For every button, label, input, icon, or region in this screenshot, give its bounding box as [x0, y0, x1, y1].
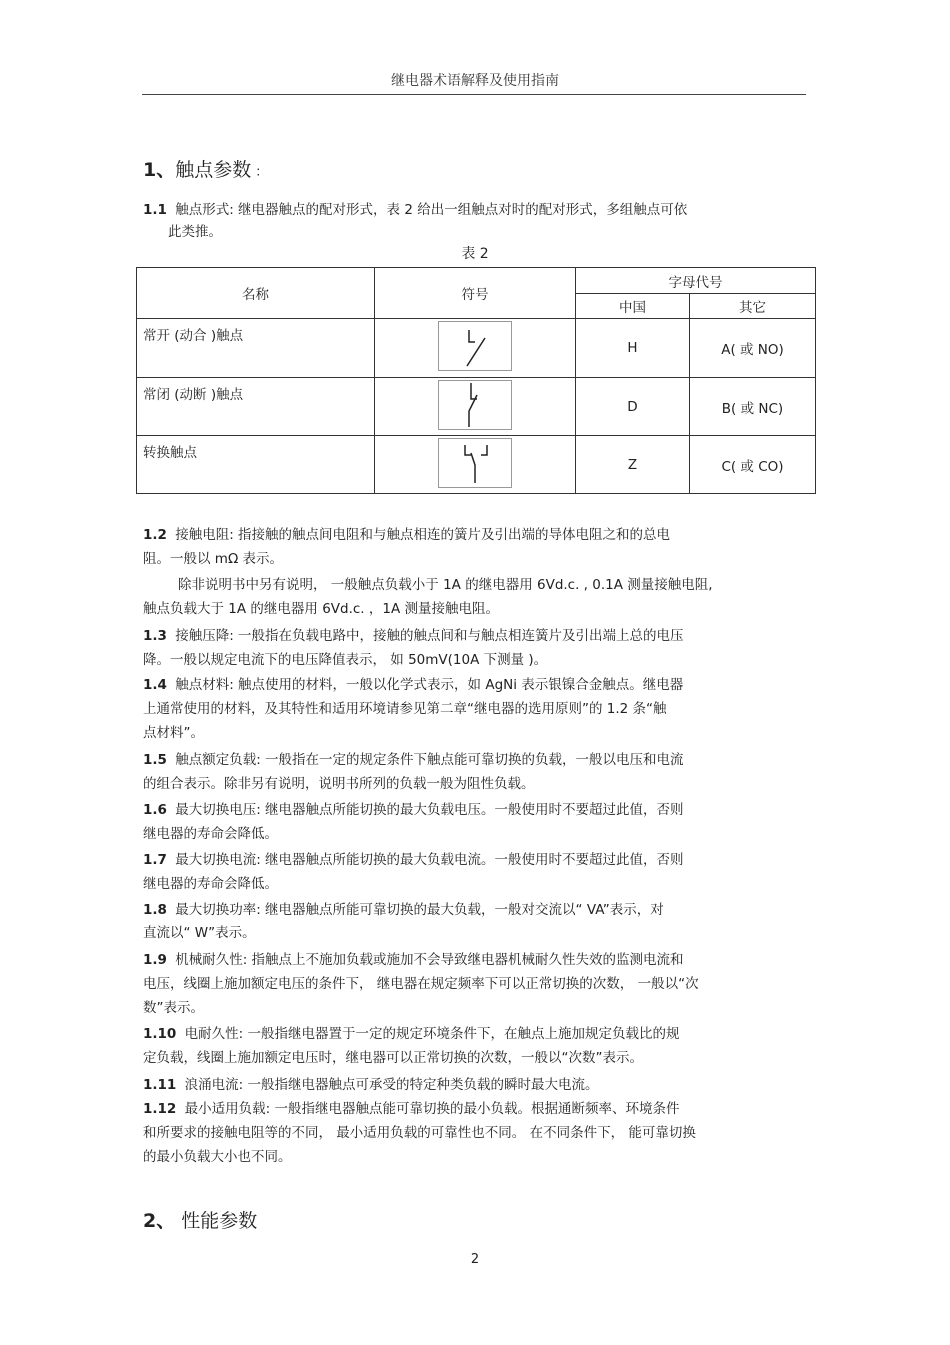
- header-symbol: 符号: [375, 268, 576, 319]
- para-1-6-number: 1.6: [143, 802, 167, 818]
- para-1-8-number: 1.8: [143, 902, 167, 918]
- row-other-code: B( 或 NC): [690, 378, 816, 436]
- row-symbol: [375, 436, 576, 494]
- para-1-9-line-3: 数”表示。: [143, 1000, 204, 1016]
- para-text: 触点额定负载: 一般指在一定的规定条件下触点能可靠切换的负载，一般以电压和电流: [175, 752, 684, 768]
- row-name: 常闭 (动断 )触点: [137, 378, 375, 436]
- para-1-8-line-1: [143, 898, 664, 918]
- para-1-2-line-2: 阻。一般以 mΩ 表示。: [143, 551, 284, 567]
- normally-open-contact-icon: [438, 321, 512, 371]
- page-number: 2: [470, 1252, 480, 1267]
- row-china-code: Z: [576, 436, 690, 494]
- para-text: 最大切换电流: 继电器触点所能切换的最大负载电流。一般使用时不要超过此值，否则: [175, 852, 684, 868]
- section-2-number: 2、: [143, 1210, 176, 1232]
- section-1-colon: ：: [255, 165, 269, 180]
- section-1-title: 触点参数: [175, 159, 252, 181]
- para-text: 机械耐久性: 指触点上不施加负载或施加不会导致继电器机械耐久性失效的监测电流和: [175, 952, 684, 968]
- para-1-8-line-2: 直流以“ W”表示。: [143, 925, 256, 941]
- para-1-1-number: 1.1: [143, 202, 167, 218]
- para-1-5-number: 1.5: [143, 752, 167, 768]
- row-other-code: A( 或 NO): [690, 319, 816, 378]
- para-1-2b-line-2: 触点负载大于 1A 的继电器用 6Vd.c. ，1A 测量接触电阻。: [143, 601, 500, 617]
- para-1-10-line-2: 定负载，线圈上施加额定电压时，继电器可以正常切换的次数，一般以“次数”表示。: [143, 1050, 643, 1066]
- para-text: 接触电阻: 指接触的触点间电阻和与触点相连的簧片及引出端的导体电阻之和的总电: [175, 527, 671, 543]
- row-symbol: [375, 378, 576, 436]
- para-1-6-line-1: [143, 798, 684, 818]
- para-text: 最大切换电压: 继电器触点所能切换的最大负载电压。一般使用时不要超过此值，否则: [175, 802, 684, 818]
- header-other: 其它: [690, 294, 816, 319]
- para-1-4-line-3: 点材料”。: [143, 725, 204, 741]
- para-text: 触点材料: 触点使用的材料，一般以化学式表示，如 AgNi 表示银镍合金触点。继电器: [175, 677, 684, 693]
- table-row: [137, 378, 816, 436]
- para-1-4-line-2: 上通常使用的材料，及其特性和适用环境请参见第二章“继电器的选用原则”的 1.2 条“触: [143, 701, 667, 717]
- para-1-5-line-2: 的组合表示。除非另有说明，说明书所列的负载一般为阻性负载。: [143, 776, 535, 792]
- contact-types-table: [136, 267, 816, 494]
- para-1-12-line-1: [143, 1097, 679, 1117]
- para-1-10-line-1: [143, 1022, 679, 1042]
- table-caption: 表 2: [461, 246, 489, 262]
- para-text: 最大切换功率: 继电器触点所能可靠切换的最大负载，一般对交流以“ VA”表示，对: [175, 902, 664, 918]
- normally-closed-contact-icon: [438, 380, 512, 430]
- para-1-9-line-2: 电压，线圈上施加额定电压的条件下， 继电器在规定频率下可以正常切换的次数， 一般以“次: [143, 976, 699, 992]
- section-1-heading: [143, 155, 268, 182]
- row-symbol: [375, 319, 576, 378]
- row-china-code: D: [576, 378, 690, 436]
- section-2-title: 性能参数: [181, 1210, 258, 1232]
- header-rule: [142, 94, 806, 95]
- para-1-3-line-1: [143, 624, 684, 644]
- para-1-3-number: 1.3: [143, 628, 167, 644]
- para-text: 接触压降: 一般指在负载电路中，接触的触点间和与触点相连簧片及引出端上总的电压: [175, 628, 684, 644]
- para-1-10-number: 1.10: [143, 1026, 177, 1042]
- changeover-contact-icon: [438, 438, 512, 488]
- para-text: 浪涌电流: 一般指继电器触点可承受的特定种类负载的瞬时最大电流。: [184, 1077, 599, 1093]
- row-china-code: H: [576, 319, 690, 378]
- para-1-11-number: 1.11: [143, 1077, 177, 1093]
- row-other-code: C( 或 CO): [690, 436, 816, 494]
- para-1-12-line-2: 和所要求的接触电阻等的不同， 最小适用负载的可靠性也不同。 在不同条件下， 能可靠切换: [143, 1125, 696, 1141]
- section-1-number: 1、: [143, 159, 176, 181]
- header-letter-code: 字母代号: [576, 268, 816, 294]
- running-header: 继电器术语解释及使用指南: [391, 73, 559, 89]
- para-1-3-line-2: 降。一般以规定电流下的电压降值表示， 如 50mV(10A 下测量 )。: [143, 652, 548, 668]
- para-1-9-line-1: [143, 948, 684, 968]
- table-row: [137, 436, 816, 494]
- header-china: 中国: [576, 294, 690, 319]
- para-1-7-line-2: 继电器的寿命会降低。: [143, 876, 278, 892]
- para-1-11-line-1: [143, 1073, 598, 1093]
- para-1-1-line-1: [143, 198, 687, 218]
- para-1-1-line-2: 此类推。: [168, 224, 222, 240]
- para-1-4-line-1: [143, 673, 683, 693]
- para-1-7-line-1: [143, 848, 684, 868]
- para-text: 电耐久性: 一般指继电器置于一定的规定环境条件下，在触点上施加规定负载比的规: [184, 1026, 680, 1042]
- row-name: 转换触点: [137, 436, 375, 494]
- para-1-6-line-2: 继电器的寿命会降低。: [143, 826, 278, 842]
- para-1-12-line-3: 的最小负载大小也不同。: [143, 1149, 292, 1165]
- header-name: 名称: [137, 268, 375, 319]
- para-1-5-line-1: [143, 748, 684, 768]
- section-2-heading: [143, 1206, 257, 1233]
- table-row: [137, 319, 816, 378]
- para-1-2-line-1: [143, 523, 670, 543]
- para-1-9-number: 1.9: [143, 952, 167, 968]
- para-1-4-number: 1.4: [143, 677, 167, 693]
- para-1-7-number: 1.7: [143, 852, 167, 868]
- para-1-2-number: 1.2: [143, 527, 167, 543]
- para-1-2b-line-1: 除非说明书中另有说明， 一般触点负载小于 1A 的继电器用 6Vd.c. , 0.1A 测量接触电阻,: [178, 577, 713, 593]
- para-1-12-number: 1.12: [143, 1101, 177, 1117]
- para-text: 最小适用负载: 一般指继电器触点能可靠切换的最小负载。根据通断频率、环境条件: [184, 1101, 680, 1117]
- row-name: 常开 (动合 )触点: [137, 319, 375, 378]
- para-text: 触点形式: 继电器触点的配对形式，表 2 给出一组触点对时的配对形式，多组触点可依: [175, 202, 688, 218]
